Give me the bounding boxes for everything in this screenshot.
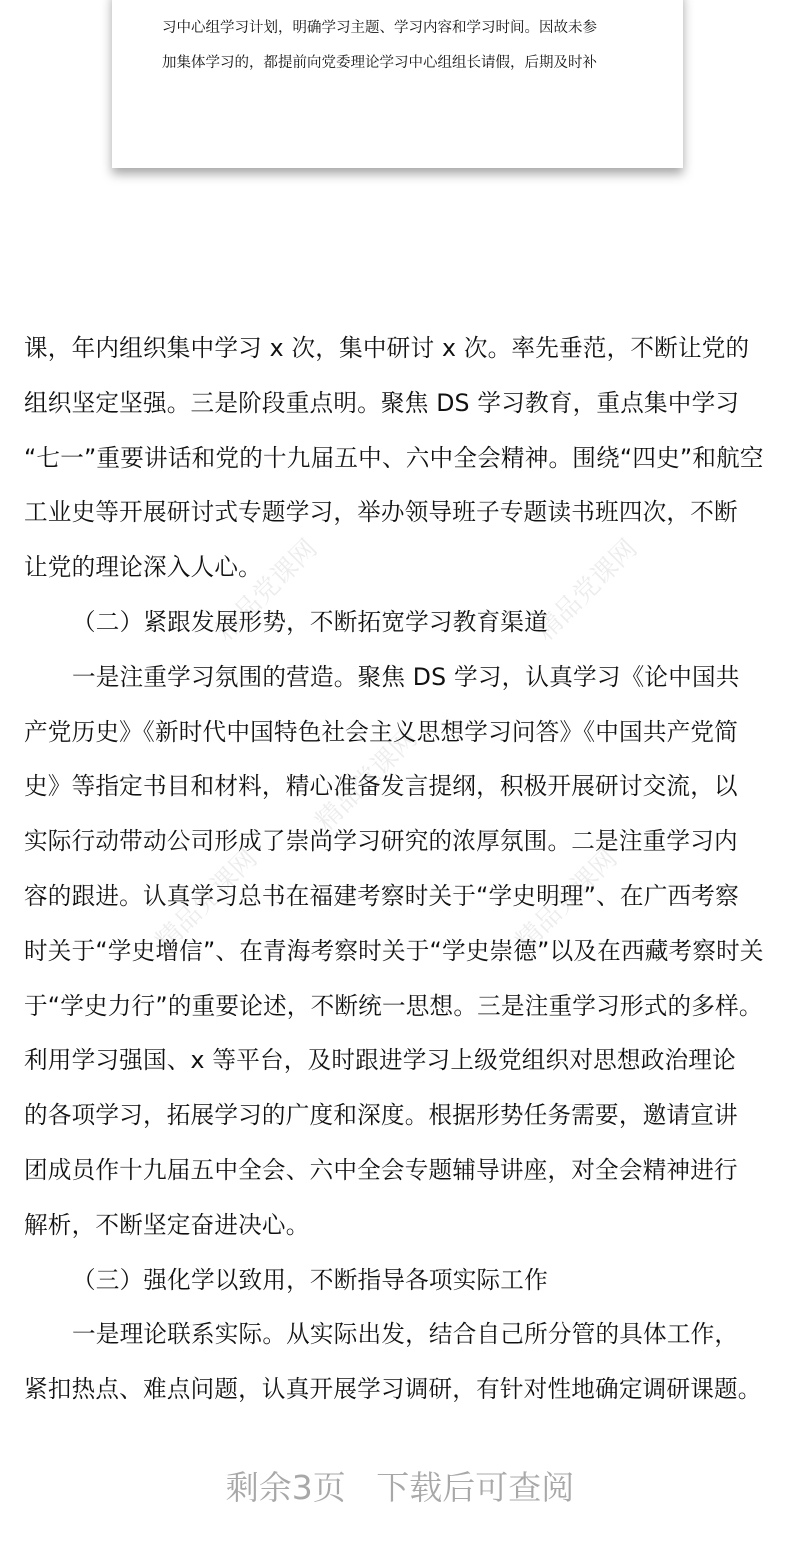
text-line: 史》等指定书目和材料，精心准备发言提纲，积极开展研讨交流，以 [24, 772, 738, 801]
text-line: 一是注重学习氛围的营造。聚焦 DS 学习，认真学习《论中国共 [72, 662, 740, 691]
text-line: 容的跟进。认真学习总书在福建考察时关于“学史明理”、在广西考察 [24, 881, 739, 910]
download-prompt[interactable]: 剩余3页 下载后可查阅 [225, 1468, 575, 1507]
text-line: 的各项学习，拓展学习的广度和深度。根据形势任务需要，邀请宣讲 [24, 1101, 738, 1130]
text-line: 团成员作十九届五中全会、六中全会专题辅导讲座，对全会精神进行 [24, 1155, 738, 1184]
text-line: （二）紧跟发展形势，不断拓宽学习教育渠道 [72, 607, 548, 636]
text-line: （三）强化学以致用，不断指导各项实际工作 [72, 1265, 548, 1294]
text-line: 组织坚定坚强。三是阶段重点明。聚焦 DS 学习教育，重点集中学习 [24, 388, 740, 417]
watermark: 精品党课网 [310, 723, 424, 837]
watermark: 精品党课网 [510, 843, 624, 957]
watermark: 精品党课网 [210, 533, 324, 647]
text-line: 让党的理论深入人心。 [24, 553, 262, 582]
card-line: 加集体学习的，都提前向党委理论学习中心组组长请假，后期及时补 [162, 55, 597, 71]
card-line: 习中心组学习计划，明确学习主题、学习内容和学习时间。因故未参 [162, 20, 597, 36]
text-line: 实际行动带动公司形成了崇尚学习研究的浓厚氛围。二是注重学习内 [24, 827, 738, 856]
watermark: 精品党课网 [530, 533, 644, 647]
text-line: 课，年内组织集中学习 x 次，集中研讨 x 次。率先垂范，不断让党的 [24, 334, 750, 362]
text-line: 解析，不断坚定奋进决心。 [24, 1210, 310, 1239]
text-line: “七一”重要讲话和党的十九届五中、六中全会精神。围绕“四史”和航空 [24, 443, 764, 472]
text-line: 工业史等开展研讨式专题学习，举办领导班子专题读书班四次，不断 [24, 498, 738, 527]
text-line: 利用学习强国、x 等平台，及时跟进学习上级党组织对思想政治理论 [24, 1046, 736, 1075]
text-line: 产党历史》《新时代中国特色社会主义思想学习问答》《中国共产党简 [24, 717, 739, 746]
preview-page-card [112, 0, 683, 168]
text-line: 于“学史力行”的重要论述，不断统一思想。三是注重学习形式的多样。 [24, 991, 763, 1020]
text-line: 紧扣热点、难点问题，认真开展学习调研，有针对性地确定调研课题。 [24, 1375, 762, 1404]
text-line: 时关于“学史增信”、在青海考察时关于“学史崇德”以及在西藏考察时关 [24, 936, 764, 965]
text-line: 一是理论联系实际。从实际出发，结合自己所分管的具体工作， [72, 1320, 739, 1349]
watermark: 精品党课网 [150, 843, 264, 957]
document-body [24, 328, 784, 1424]
